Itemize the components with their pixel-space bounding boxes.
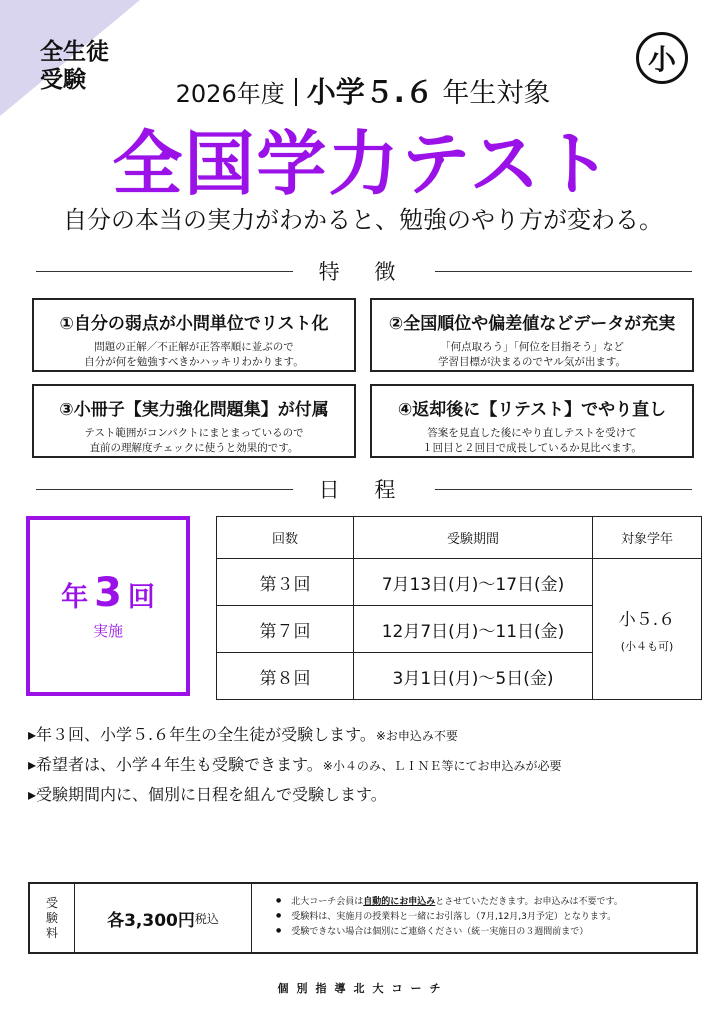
bullet-note: ※お申込み不要: [375, 729, 458, 743]
subtitle-divider: [295, 78, 297, 106]
feature-card-4: [370, 384, 694, 458]
bullet-text: ▸希望者は、小学４年生も受験できます。: [28, 755, 323, 774]
fee-label-char: 受: [45, 895, 58, 910]
round-cell: 第３回: [217, 559, 354, 606]
tagline: 自分の本当の実力がわかると、勉強のやり方が変わる。: [63, 206, 663, 234]
features-heading-text: 特 徴: [318, 260, 410, 284]
badge-line-2: 受験: [40, 67, 86, 93]
bullet-text: ▸年３回、小学５.６年生の全生徒が受験します。: [28, 725, 376, 744]
features-heading: [36, 256, 692, 286]
schedule-heading-text: 日 程: [318, 478, 410, 502]
bullet-note: ※小４のみ、ＬＩＮＥ等にてお申込みが必要: [322, 759, 562, 773]
divider-line: [36, 271, 293, 272]
round-cell: 第７回: [217, 606, 354, 653]
feature-desc: 答案を見直した後にやり直しテストを受けて: [427, 427, 637, 439]
schedule-heading: [36, 474, 692, 504]
fee-label-char: 験: [45, 910, 58, 925]
period-cell: 12月7日(月)〜11日(金): [354, 606, 593, 653]
badge-line-1: 全生徒: [40, 39, 109, 65]
divider-line: [435, 271, 692, 272]
fee-amount-cell: [75, 884, 252, 952]
fee-note-text: とさせていただきます。お申込みは不要です。: [435, 897, 623, 907]
divider-line: [36, 489, 293, 490]
fee-label-char: 料: [45, 925, 58, 940]
feature-title: ④返却後に【リテスト】でやり直し: [397, 400, 667, 420]
frequency-prefix: 年: [61, 582, 89, 613]
grade-mark: 小: [636, 32, 688, 84]
fee-notes: [252, 884, 696, 952]
grade-cell: [593, 559, 702, 700]
feature-desc: １回目と２回目で成長しているか見比べます。: [422, 442, 642, 454]
subtitle-target: 年生対象: [442, 78, 551, 109]
feature-title: ②全国順位や偏差値などデータが充実: [388, 314, 676, 334]
schedule-table: [216, 516, 702, 700]
subtitle-grade: 小学５.６: [306, 75, 434, 109]
bullet-text: ▸受験期間内に、個別に日程を組んで受験します。: [28, 785, 387, 804]
divider-line: [435, 489, 692, 490]
frequency-box: [26, 516, 190, 696]
grade-value: 小５.６: [618, 609, 676, 630]
round-cell: 第８回: [217, 653, 354, 700]
feature-card-3: [32, 384, 356, 458]
fee-box: [28, 882, 698, 954]
fee-note: ● 受験できない場合は個別にご連絡ください（統一実施日の３週間前まで）: [276, 924, 696, 939]
fee-note: ● 受験料は、実施月の授業料と一緒にお引落し（7月,12月,3月予定）となります。: [276, 909, 696, 924]
fee-note: [276, 894, 696, 909]
frequency-count: 3: [94, 570, 122, 616]
fee-note-emphasis: 自動的にお申込み: [363, 897, 436, 907]
header-round: 回数: [217, 517, 354, 559]
fee-tax: 税込: [194, 911, 219, 926]
period-cell: 7月13日(月)〜17日(金): [354, 559, 593, 606]
feature-desc: テスト範囲がコンパクトにまとまっているので: [84, 427, 304, 439]
grade-note: (小４も可): [620, 639, 674, 653]
bullet-item: [28, 782, 387, 805]
fee-amount: 各3,300円: [107, 910, 195, 931]
frequency-suffix: 回: [127, 582, 155, 613]
footer-brand: 個別指導北大コーチ: [277, 982, 449, 995]
feature-title: ③小冊子【実力強化問題集】が付属: [59, 400, 329, 420]
feature-desc: 問題の正解／不正解が正答率順に並ぶので: [94, 341, 294, 353]
feature-card-2: [370, 298, 694, 372]
feature-desc: 学習目標が決まるのでヤル気が出ます。: [437, 356, 627, 368]
subtitle-year: 2026年度: [175, 80, 285, 108]
bullet-item: [28, 752, 562, 775]
feature-desc: 「何点取ろう」「何位を目指そう」など: [440, 341, 624, 353]
fee-label: [30, 884, 75, 952]
subtitle: [0, 70, 726, 111]
page-title: 全国学力テスト: [112, 123, 614, 205]
feature-desc: 自分が何を勉強すべきかハッキリわかります。: [84, 356, 304, 368]
frequency-label: 実施: [92, 622, 123, 640]
fee-note-text: 北大コーチ会員は: [291, 897, 364, 907]
feature-card-1: [32, 298, 356, 372]
bullet-item: [28, 722, 458, 745]
header-period: 受験期間: [354, 517, 593, 559]
table-header-row: [217, 517, 702, 559]
feature-title: ①自分の弱点が小問単位でリスト化: [59, 314, 329, 334]
table-row: [217, 559, 702, 606]
header-grade: 対象学年: [593, 517, 702, 559]
feature-desc: 直前の理解度チェックに使うと効果的です。: [89, 442, 299, 454]
period-cell: 3月1日(月)〜5日(金): [354, 653, 593, 700]
